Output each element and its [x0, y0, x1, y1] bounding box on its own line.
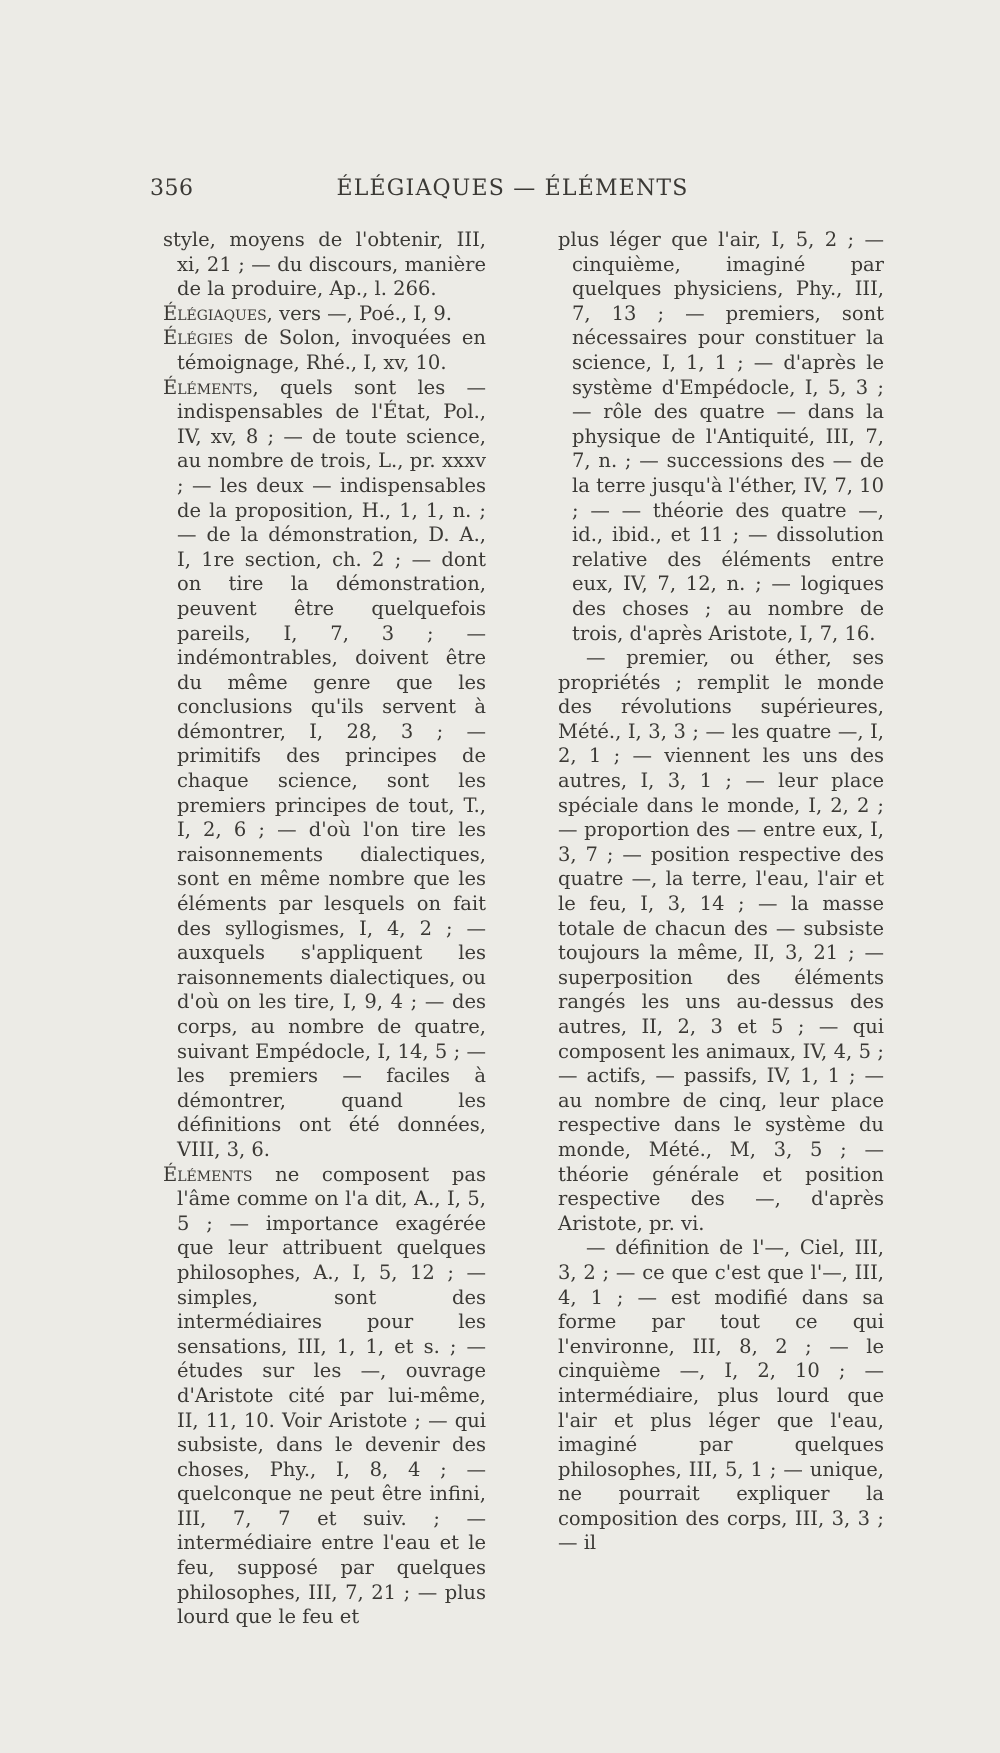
entry-head: Éléments: [163, 1162, 253, 1186]
entry-text: plus léger que l'air, I, 5, 2 ; — cinquième, imaginé par quelques physiciens, Phy., III, 7, 13 ; — premiers, sont nécessaires pour constituer la science, I, 1, 1 ; — d'après le système d'Empédocle, I, 5, 3 ; — rôle des quatre — dans la physique de l'Antiquité, III, 7, 7, n. ; — successions des — de la terre jusqu'à l'éther, IV, 7, 10 ; — — théorie des quatre —, id., ibid., et 11 ; — dissolution relative des éléments entre eux, IV, 7, 12, n. ; — logiques des choses ; au nombre de trois, d'après Aristote, I, 7, 16.: [558, 228, 884, 645]
left-column: [163, 228, 486, 1630]
index-entry-elements-1: [163, 376, 486, 1163]
entry-text: , vers —, Poé., I, 9.: [266, 301, 452, 325]
entry-head: Éléments: [163, 375, 253, 399]
entry-text: , quels sont les — indispensables de l'État, Pol., IV, xv, 8 ; — de toute science, au nombre de trois, L., pr. xxxv ; — les deux — indispensables de la proposition, H., 1, 1, n. ; — de la démonstration, D. A., I, 1re section, ch. 2 ; — dont on tire la démonstration, peuvent être quelquefois pareils, I, 7, 3 ; — indémontrables, doivent être du même genre que les conclusions qu'ils servent à démontrer, I, 28, 3 ; — primitifs des principes de chaque science, sont les premiers principes de tout, T., I, 2, 6 ; — d'où l'on tire les raisonnements dialectiques, sont en même nombre que les éléments par lesquels on fait des syllogismes, I, 4, 2 ; — auxquels s'appliquent les raisonnements dialectiques, ou d'où on les tire, I, 9, 4 ; — des corps, au nombre de quatre, suivant Empédocle, I, 14, 5 ; — les premiers — faciles à démontrer, quand les définitions ont été données, VIII, 3, 6.: [177, 375, 486, 1161]
right-column: [558, 228, 884, 1556]
index-entry-continuation: [558, 228, 884, 646]
entry-text: style, moyens de l'obtenir, III, xi, 21 ; — du discours, manière de la produire, Ap., l. 266.: [163, 228, 486, 301]
index-entry-elements-2: [163, 1163, 486, 1630]
index-entry-elegies: [163, 326, 486, 375]
paragraph-text: — définition de l'—, Ciel, III, 3, 2 ; — ce que c'est que l'—, III, 4, 1 ; — est modifié dans sa forme par tout ce qui l'environne, III, 8, 2 ; — le cinquième —, I, 2, 10 ; — intermédiaire, plus lourd que l'air et plus léger que l'eau, imaginé par quelques philosophes, III, 5, 1 ; — unique, ne pourrait expliquer la composition des corps, III, 3, 3 ; — il: [558, 1236, 884, 1555]
running-title: ÉLÉGIAQUES — ÉLÉMENTS: [336, 176, 689, 201]
index-entry-elegiaques: [163, 302, 486, 327]
entry-head: Élégiaques: [163, 301, 267, 325]
entry-text: de Solon, invoquées en témoignage, Rhé., I, xv, 10.: [177, 326, 486, 374]
page-number: 356: [150, 176, 194, 201]
index-paragraph-ciel: [558, 1236, 884, 1556]
entry-head: Élégies: [163, 326, 234, 350]
index-entry-continuation: [163, 228, 486, 302]
index-paragraph-meteo: [558, 646, 884, 1236]
entry-text: ne composent pas l'âme comme on l'a dit, A., I, 5, 5 ; — importance exagérée que leur attribuent quelques philosophes, A., I, 5, 12 ; — simples, sont des intermédiaires pour les sensations, III, 1, 1, et s. ; — études sur les —, ouvrage d'Aristote cité par lui-même, II, 11, 10. Voir Aristote ; — qui subsiste, dans le devenir des choses, Phy., I, 8, 4 ; — quelconque ne peut être infini, III, 7, 7 et suiv. ; — intermédiaire entre l'eau et le feu, supposé par quelques philosophes, III, 7, 21 ; — plus lourd que le feu et: [177, 1162, 486, 1629]
page-header: [150, 176, 875, 204]
paragraph-text: — premier, ou éther, ses propriétés ; remplit le monde des révolutions supérieures, Mété., I, 3, 3 ; — les quatre —, I, 2, 1 ; — viennent les uns des autres, I, 3, 1 ; — leur place spéciale dans le monde, I, 2, 2 ; — proportion des — entre eux, I, 3, 7 ; — position respective des quatre —, la terre, l'eau, l'air et le feu, I, 3, 14 ; — la masse totale de chacun des — subsiste toujours la même, II, 3, 21 ; — superposition des éléments rangés les uns au-dessus des autres, II, 2, 3 et 5 ; — qui composent les animaux, IV, 4, 5 ; — actifs, — passifs, IV, 1, 1 ; — au nombre de cinq, leur place respective dans le système du monde, Mété., M, 3, 5 ; — théorie générale et position respective des —, d'après Aristote, pr. vi.: [558, 646, 884, 1235]
